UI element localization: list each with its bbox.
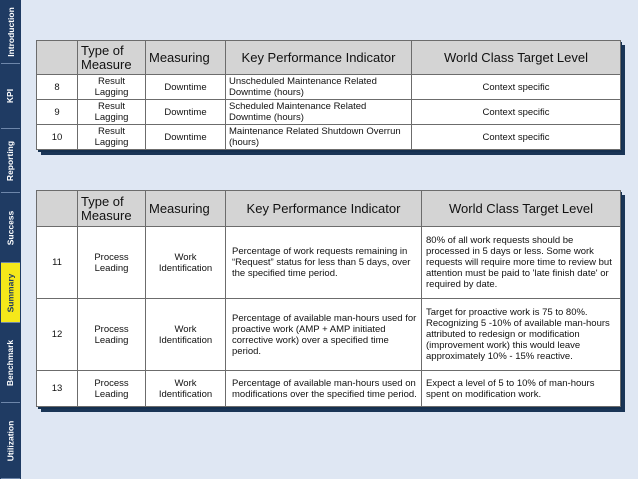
table-row <box>37 100 621 125</box>
row-number: 9 <box>37 100 78 125</box>
table-header-row <box>37 41 621 75</box>
type-of-measure: Process Leading <box>78 227 146 299</box>
target-level: Context specific <box>412 75 621 100</box>
sidebar-tab-kpi[interactable]: KPI <box>1 64 20 129</box>
measuring: Downtime <box>146 75 226 100</box>
measuring: Work Identification <box>146 371 226 407</box>
sidebar-tab-introduction[interactable]: Introduction <box>1 0 20 64</box>
kpi-text: Percentage of available man-hours used on modifications over the specified time period. <box>226 371 422 407</box>
target-level: Context specific <box>412 100 621 125</box>
kpi-table-2 <box>36 190 621 407</box>
sidebar-tab-success[interactable]: Success <box>1 193 20 263</box>
measuring: Downtime <box>146 100 226 125</box>
measuring: Work Identification <box>146 227 226 299</box>
table-row <box>37 299 621 371</box>
type-of-measure: Process Leading <box>78 371 146 407</box>
row-number: 13 <box>37 371 78 407</box>
row-number: 11 <box>37 227 78 299</box>
table-row <box>37 125 621 150</box>
table-row <box>37 227 621 299</box>
type-of-measure: Result Lagging <box>78 100 146 125</box>
measuring: Downtime <box>146 125 226 150</box>
header-world-class-target: World Class Target Level <box>422 191 621 227</box>
kpi-text: Scheduled Maintenance Related Downtime (hours) <box>226 100 412 125</box>
kpi-table-card-2 <box>36 190 620 407</box>
table-header-row <box>37 191 621 227</box>
header-world-class-target: World Class Target Level <box>412 41 621 75</box>
kpi-table-card-1 <box>36 40 620 150</box>
row-number: 10 <box>37 125 78 150</box>
target-level: Target for proactive work is 75 to 80%. Recognizing 5 -10% of available man-hours attributed to redesign or modification (improvement work) this would leave approximately 10% - 15% reactive. <box>422 299 621 371</box>
kpi-text: Unscheduled Maintenance Related Downtime (hours) <box>226 75 412 100</box>
kpi-table-1 <box>36 40 621 150</box>
sidebar-nav <box>0 0 21 479</box>
header-kpi: Key Performance Indicator <box>226 191 422 227</box>
row-number: 12 <box>37 299 78 371</box>
header-number <box>37 191 78 227</box>
header-type-of-measure: Type of Measure <box>78 41 146 75</box>
kpi-text: Percentage of work requests remaining in “Request” status for less than 5 days, over the specified time period. <box>226 227 422 299</box>
table-row <box>37 75 621 100</box>
sidebar-tab-benchmark[interactable]: Benchmark <box>1 323 20 403</box>
measuring: Work Identification <box>146 299 226 371</box>
type-of-measure: Process Leading <box>78 299 146 371</box>
target-level: 80% of all work requests should be processed in 5 days or less. Some work requests will require more time to review but attention must be paid to 'late finish date' or required by date. <box>422 227 621 299</box>
header-type-of-measure: Type of Measure <box>78 191 146 227</box>
header-measuring: Measuring <box>146 41 226 75</box>
sidebar-tab-utilization[interactable]: Utilization <box>1 403 20 479</box>
header-measuring: Measuring <box>146 191 226 227</box>
target-level: Context specific <box>412 125 621 150</box>
type-of-measure: Result Lagging <box>78 125 146 150</box>
table-row <box>37 371 621 407</box>
sidebar-tab-reporting[interactable]: Reporting <box>1 129 20 193</box>
sidebar-tab-summary[interactable]: Summary <box>1 263 20 323</box>
type-of-measure: Result Lagging <box>78 75 146 100</box>
header-kpi: Key Performance Indicator <box>226 41 412 75</box>
row-number: 8 <box>37 75 78 100</box>
kpi-text: Percentage of available man-hours used for proactive work (AMP + AMP initiated corrective work) over a specified time period. <box>226 299 422 371</box>
header-number <box>37 41 78 75</box>
target-level: Expect a level of 5 to 10% of man-hours spent on modification work. <box>422 371 621 407</box>
kpi-text: Maintenance Related Shutdown Overrun (hours) <box>226 125 412 150</box>
